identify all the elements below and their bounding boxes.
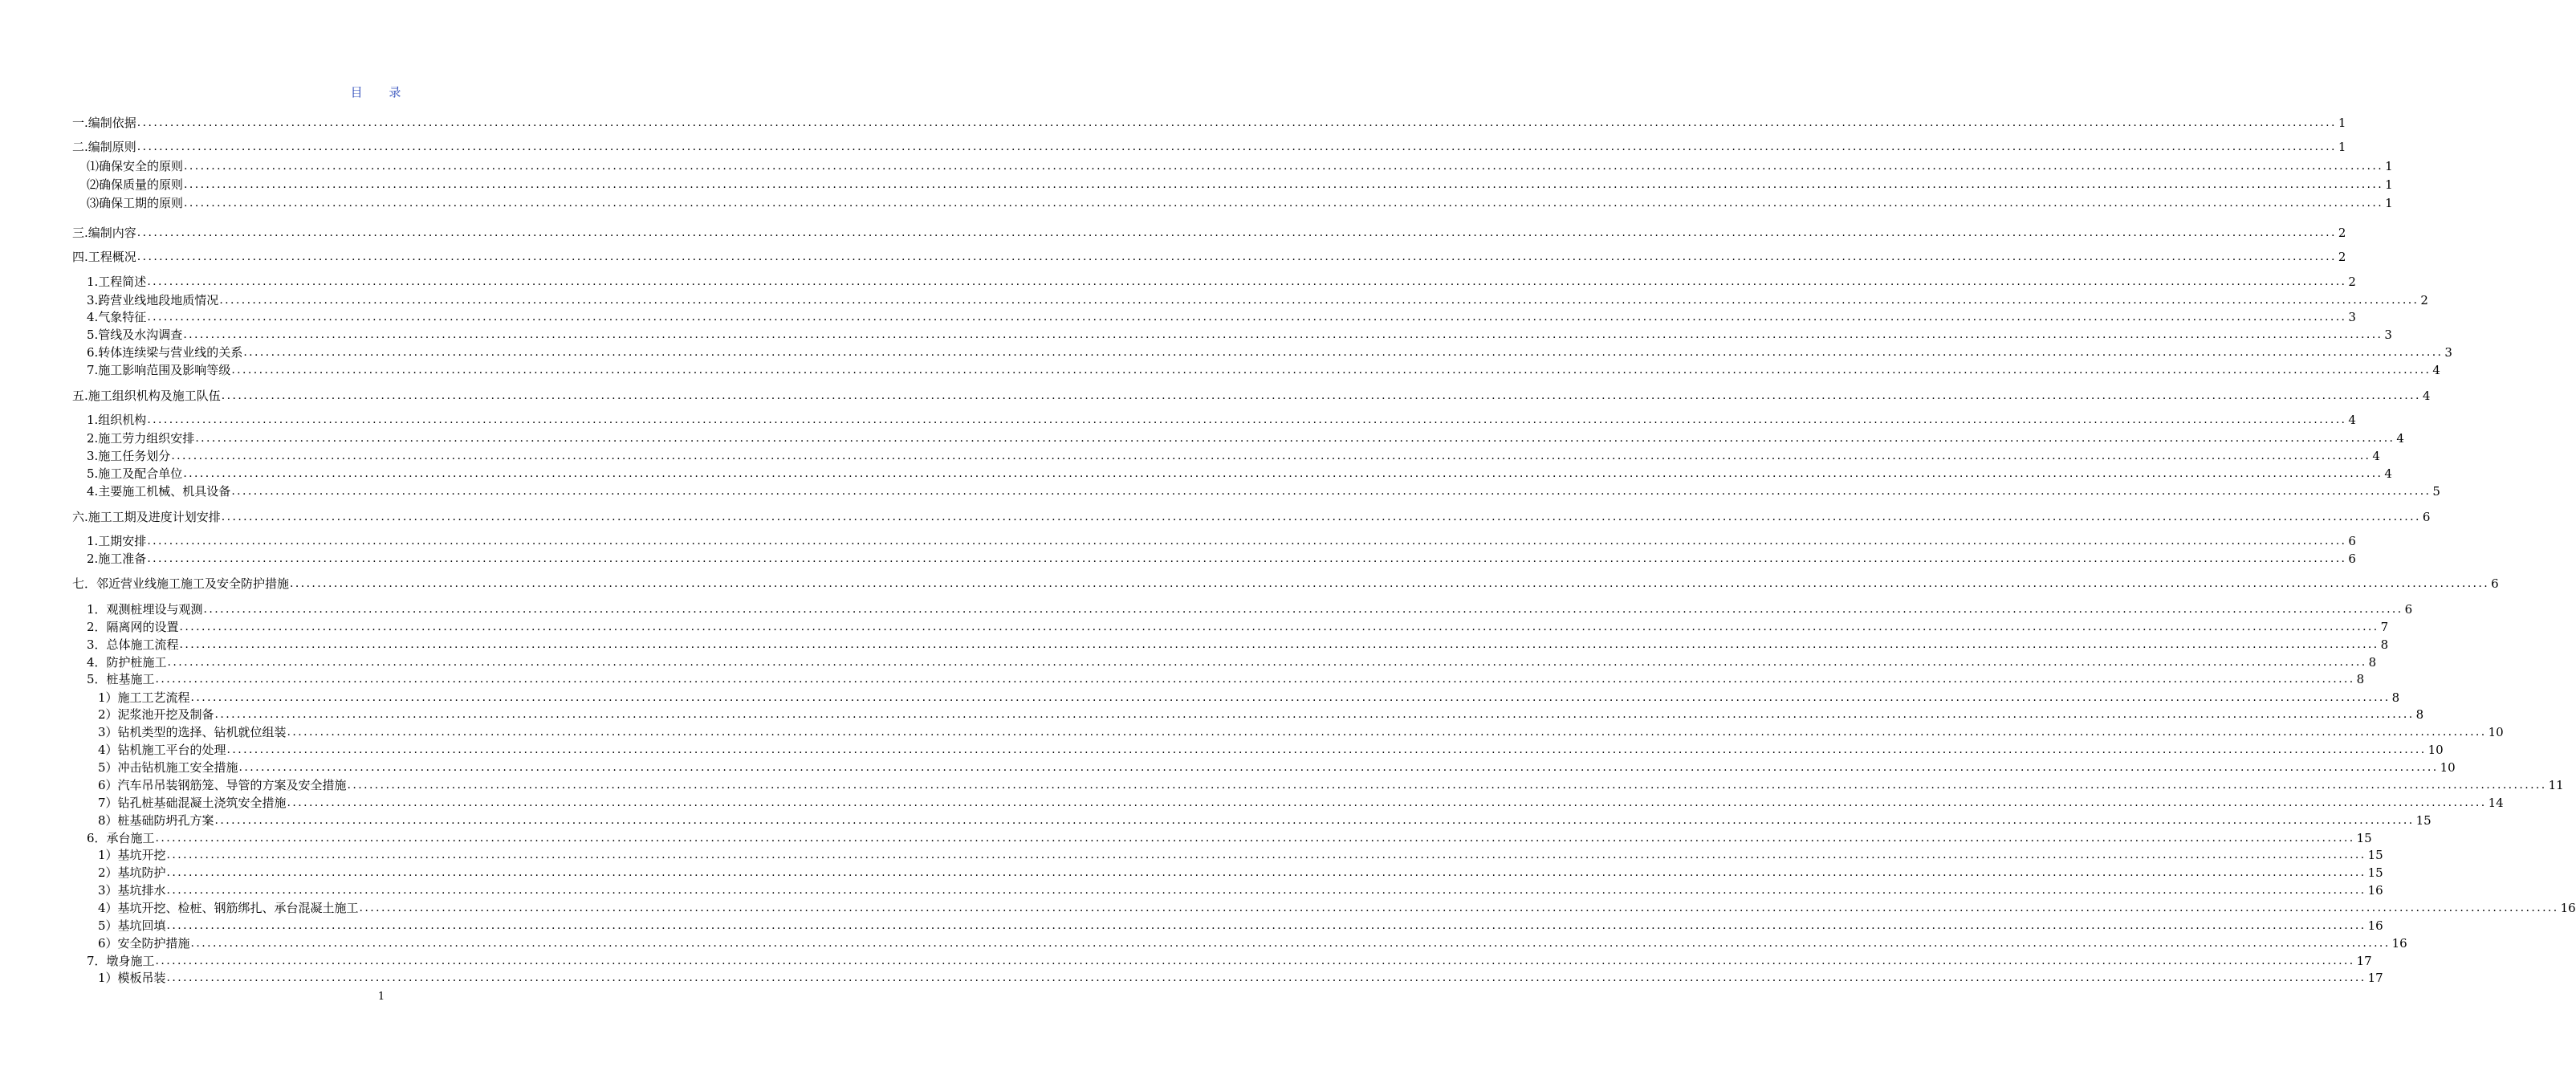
toc-leader-dots: ................................................................................................................................................................................................................................................................................................................................................................................................................ — [287, 726, 2487, 739]
toc-entry[interactable] — [87, 533, 2356, 549]
toc-entry[interactable] — [87, 412, 2356, 428]
toc-entry[interactable] — [98, 724, 2504, 740]
toc-leader-dots: ................................................................................................................................................................................................................................................................................................................................................................................................................ — [190, 691, 2391, 704]
toc-entry[interactable] — [87, 292, 2428, 308]
toc-entry-title: 6.转体连续梁与营业线的关系 — [87, 345, 243, 360]
toc-entry-title: 1．观测桩埋设与观测 — [87, 602, 203, 617]
toc-leader-dots: ................................................................................................................................................................................................................................................................................................................................................................................................................ — [183, 467, 2383, 480]
toc-leader-dots: ................................................................................................................................................................................................................................................................................................................................................................................................................ — [166, 971, 2366, 984]
toc-leader-dots: ................................................................................................................................................................................................................................................................................................................................................................................................................ — [190, 937, 2391, 950]
toc-leader-dots: ................................................................................................................................................................................................................................................................................................................................................................................................................ — [166, 866, 2366, 879]
toc-leader-dots: ................................................................................................................................................................................................................................................................................................................................................................................................................ — [221, 389, 2421, 402]
toc-entry-title: 5）冲击钻机施工安全措施 — [98, 760, 238, 775]
toc-entry-title: 5.管线及水沟调查 — [87, 328, 183, 342]
toc-leader-dots: ................................................................................................................................................................................................................................................................................................................................................................................................................ — [203, 603, 2403, 616]
toc-entry-title: 二.编制原则 — [72, 140, 136, 154]
toc-entry-title: 6．承台施工 — [87, 831, 155, 845]
toc-entry-title: 4）钻机施工平台的处理 — [98, 743, 226, 757]
toc-entry-page: 8 — [2368, 655, 2377, 670]
toc-entry-title: 8）桩基础防坍孔方案 — [98, 813, 214, 828]
toc-entry-page: 4 — [2422, 389, 2431, 403]
toc-entry[interactable] — [87, 551, 2356, 567]
toc-leader-dots: ................................................................................................................................................................................................................................................................................................................................................................................................................ — [231, 364, 2432, 377]
toc-entry-title: 5．桩基施工 — [87, 672, 155, 686]
toc-leader-dots: ................................................................................................................................................................................................................................................................................................................................................................................................................ — [166, 849, 2366, 861]
toc-leader-dots: ................................................................................................................................................................................................................................................................................................................................................................................................................ — [238, 761, 2439, 774]
toc-entry[interactable] — [87, 448, 2380, 464]
toc-entry[interactable] — [87, 601, 2413, 617]
toc-entry[interactable] — [87, 654, 2377, 670]
toc-entry-page: 1 — [2338, 116, 2346, 130]
toc-entry-title: 4.气象特征 — [87, 310, 147, 324]
toc-entry-page: 5 — [2432, 484, 2440, 499]
toc-entry[interactable] — [87, 953, 2372, 969]
toc-leader-dots: ................................................................................................................................................................................................................................................................................................................................................................................................................ — [147, 275, 2347, 288]
toc-title: 目 录 — [350, 85, 413, 100]
toc-entry-page: 1 — [2338, 140, 2346, 154]
toc-entry[interactable] — [87, 671, 2365, 687]
toc-entry-title: 3．总体施工流程 — [87, 637, 179, 652]
toc-entry-page: 4 — [2384, 466, 2392, 481]
toc-leader-dots: ................................................................................................................................................................................................................................................................................................................................................................................................................ — [136, 226, 2337, 239]
toc-leader-dots: ................................................................................................................................................................................................................................................................................................................................................................................................................ — [147, 413, 2347, 426]
toc-entry-page: 4 — [2396, 431, 2404, 446]
toc-entry-page: 1 — [2385, 177, 2393, 192]
toc-entry-title: 3）钻机类型的选择、钻机就位组装 — [98, 725, 287, 739]
toc-leader-dots: ................................................................................................................................................................................................................................................................................................................................................................................................................ — [184, 160, 2384, 173]
toc-entry-title: 2.施工劳力组织安排 — [87, 431, 195, 446]
toc-leader-dots: ................................................................................................................................................................................................................................................................................................................................................................................................................ — [136, 116, 2337, 129]
toc-entry-page: 4 — [2348, 413, 2356, 427]
toc-entry-title: ⑴确保安全的原则 — [87, 159, 184, 173]
toc-leader-dots: ................................................................................................................................................................................................................................................................................................................................................................................................................ — [179, 638, 2379, 651]
toc-entry-page: 11 — [2548, 778, 2564, 792]
toc-entry-title: 5）基坑回填 — [98, 918, 166, 933]
toc-entry[interactable] — [72, 509, 2431, 525]
toc-entry-title: 1.工期安排 — [87, 534, 147, 548]
toc-entry[interactable] — [72, 225, 2346, 241]
toc-entry-title: 1.工程简述 — [87, 275, 147, 289]
toc-entry-page: 8 — [2415, 707, 2424, 722]
toc-entry-title: 四.工程概况 — [72, 250, 136, 264]
toc-leader-dots: ................................................................................................................................................................................................................................................................................................................................................................................................................ — [184, 197, 2384, 210]
toc-entry-page: 16 — [2367, 883, 2383, 898]
toc-entry-title: 五.施工组织机构及施工队伍 — [72, 389, 221, 403]
toc-entry[interactable] — [98, 690, 2400, 706]
toc-entry-page: 10 — [2440, 760, 2456, 775]
toc-entry[interactable] — [87, 327, 2392, 343]
toc-leader-dots: ................................................................................................................................................................................................................................................................................................................................................................................................................ — [147, 311, 2347, 324]
toc-entry[interactable] — [98, 742, 2444, 758]
toc-entry[interactable] — [87, 430, 2404, 446]
toc-entry-page: 15 — [2356, 831, 2372, 845]
toc-leader-dots: ................................................................................................................................................................................................................................................................................................................................................................................................................ — [136, 140, 2337, 153]
toc-entry[interactable] — [72, 115, 2346, 131]
toc-entry-page: 6 — [2422, 510, 2431, 524]
toc-leader-dots: ................................................................................................................................................................................................................................................................................................................................................................................................................ — [183, 328, 2383, 341]
toc-entry[interactable] — [98, 865, 2383, 881]
toc-entry-title: 2.施工准备 — [87, 552, 147, 566]
toc-entry-page: 8 — [2380, 637, 2389, 652]
toc-entry[interactable] — [98, 812, 2432, 829]
toc-entry-page: 2 — [2338, 250, 2346, 264]
toc-entry-page: 8 — [2356, 672, 2365, 686]
toc-entry-page: 16 — [2367, 918, 2383, 933]
toc-entry-page: 15 — [2415, 813, 2432, 828]
toc-entry-page: 6 — [2404, 602, 2413, 617]
toc-entry-title: 5.施工及配合单位 — [87, 466, 183, 481]
toc-entry-page: 14 — [2488, 796, 2504, 810]
toc-leader-dots: ................................................................................................................................................................................................................................................................................................................................................................................................................ — [195, 432, 2395, 445]
toc-entry[interactable] — [98, 935, 2407, 951]
toc-leader-dots: ................................................................................................................................................................................................................................................................................................................................................................................................................ — [155, 673, 2355, 686]
toc-entry[interactable] — [87, 344, 2452, 360]
toc-leader-dots: ................................................................................................................................................................................................................................................................................................................................................................................................................ — [179, 621, 2379, 633]
toc-entry[interactable] — [72, 249, 2346, 265]
toc-entry-page: 15 — [2367, 865, 2383, 880]
toc-entry-page: 16 — [2560, 901, 2576, 915]
toc-entry-page: 6 — [2348, 534, 2356, 548]
toc-entry-title: 7）钻孔桩基础混凝土浇筑安全措施 — [98, 796, 287, 810]
toc-entry[interactable] — [98, 847, 2383, 863]
toc-entry-title: 3.跨营业线地段地质情况 — [87, 293, 219, 307]
toc-leader-dots: ................................................................................................................................................................................................................................................................................................................................................................................................................ — [243, 346, 2444, 359]
toc-entry[interactable] — [87, 619, 2389, 635]
toc-leader-dots: ................................................................................................................................................................................................................................................................................................................................................................................................................ — [147, 552, 2347, 565]
toc-entry-title: 七．邻近营业线施工施工及安全防护措施 — [72, 576, 290, 591]
toc-leader-dots: ................................................................................................................................................................................................................................................................................................................................................................................................................ — [231, 485, 2432, 498]
toc-entry-page: 3 — [2384, 328, 2392, 342]
toc-entry-title: 4．防护桩施工 — [87, 655, 167, 670]
toc-entry[interactable] — [72, 139, 2346, 155]
toc-entry[interactable] — [98, 900, 2576, 916]
toc-entry-page: 3 — [2444, 345, 2452, 360]
toc-entry-page: 17 — [2367, 971, 2383, 985]
toc-leader-dots: ................................................................................................................................................................................................................................................................................................................................................................................................................ — [347, 779, 2547, 792]
toc-entry-title: 1）施工工艺流程 — [98, 690, 190, 705]
toc-entry-page: 4 — [2372, 449, 2380, 463]
toc-entry[interactable] — [98, 882, 2383, 898]
toc-entry[interactable] — [98, 918, 2383, 934]
toc-leader-dots: ................................................................................................................................................................................................................................................................................................................................................................................................................ — [221, 511, 2421, 523]
toc-entry-page: 16 — [2391, 936, 2407, 951]
toc-entry-page: 6 — [2491, 576, 2499, 591]
toc-entry-title: 六.施工工期及进度计划安排 — [72, 510, 221, 524]
toc-entry-page: 3 — [2348, 310, 2356, 324]
toc-entry[interactable] — [98, 759, 2456, 776]
toc-entry-title: 1）基坑开挖 — [98, 848, 166, 862]
toc-entry-title: 3）基坑排水 — [98, 883, 166, 898]
toc-entry-title: 4）基坑开挖、检桩、钢筋绑扎、承台混凝土施工 — [98, 901, 359, 915]
toc-leader-dots: ................................................................................................................................................................................................................................................................................................................................................................................................................ — [171, 450, 2371, 462]
toc-entry-page: 2 — [2338, 226, 2346, 240]
toc-entry-title: 6）安全防护措施 — [98, 936, 190, 951]
toc-leader-dots: ................................................................................................................................................................................................................................................................................................................................................................................................................ — [290, 577, 2490, 590]
toc-leader-dots: ................................................................................................................................................................................................................................................................................................................................................................................................................ — [136, 250, 2337, 263]
page-number: 1 — [377, 991, 385, 1003]
toc-entry-page: 2 — [2420, 293, 2428, 307]
toc-leader-dots: ................................................................................................................................................................................................................................................................................................................................................................................................................ — [155, 832, 2355, 845]
toc-entry[interactable] — [87, 274, 2356, 290]
toc-leader-dots: ................................................................................................................................................................................................................................................................................................................................................................................................................ — [166, 919, 2366, 932]
toc-entry[interactable] — [98, 777, 2564, 793]
toc-entry-title: 4.主要施工机械、机具设备 — [87, 484, 231, 499]
toc-entry-title: 7．墩身施工 — [87, 954, 155, 968]
toc-entry-title: ⑶确保工期的原则 — [87, 196, 184, 210]
toc-entry-title: ⑵确保质量的原则 — [87, 177, 184, 192]
toc-entry-page: 10 — [2427, 743, 2444, 757]
toc-entry-title: 三.编制内容 — [72, 226, 136, 240]
toc-entry-page: 10 — [2488, 725, 2504, 739]
toc-leader-dots: ................................................................................................................................................................................................................................................................................................................................................................................................................ — [359, 902, 2559, 914]
toc-entry[interactable] — [72, 388, 2431, 404]
toc-entry-page: 1 — [2385, 159, 2393, 173]
toc-entry-title: 3.施工任务划分 — [87, 449, 171, 463]
toc-leader-dots: ................................................................................................................................................................................................................................................................................................................................................................................................................ — [214, 814, 2415, 827]
toc-leader-dots: ................................................................................................................................................................................................................................................................................................................................................................................................................ — [166, 884, 2366, 897]
toc-entry[interactable] — [87, 309, 2356, 325]
toc-entry-title: 6）汽车吊吊装钢筋笼、导管的方案及安全措施 — [98, 778, 347, 792]
toc-leader-dots: ................................................................................................................................................................................................................................................................................................................................................................................................................ — [226, 743, 2427, 756]
toc-entry[interactable] — [87, 177, 2393, 193]
toc-leader-dots: ................................................................................................................................................................................................................................................................................................................................................................................................................ — [167, 656, 2367, 669]
toc-entry-title: 1）模板吊装 — [98, 971, 166, 985]
toc-entry[interactable] — [87, 466, 2392, 482]
toc-entry-title: 2）基坑防护 — [98, 865, 166, 880]
toc-leader-dots: ................................................................................................................................................................................................................................................................................................................................................................................................................ — [184, 178, 2384, 191]
toc-entry[interactable] — [72, 576, 2499, 592]
toc-entry[interactable] — [87, 637, 2389, 653]
toc-entry-title: 7.施工影响范围及影响等级 — [87, 363, 231, 377]
toc-leader-dots: ................................................................................................................................................................................................................................................................................................................................................................................................................ — [155, 955, 2355, 967]
toc-entry-page: 7 — [2380, 620, 2389, 634]
toc-entry-title: 2）泥浆池开挖及制备 — [98, 707, 214, 722]
toc-entry-page: 8 — [2391, 690, 2400, 705]
toc-leader-dots: ................................................................................................................................................................................................................................................................................................................................................................................................................ — [287, 796, 2487, 809]
toc-leader-dots: ................................................................................................................................................................................................................................................................................................................................................................................................................ — [147, 535, 2347, 548]
toc-entry[interactable] — [87, 830, 2372, 846]
toc-entry[interactable] — [98, 970, 2383, 986]
toc-entry-page: 6 — [2348, 552, 2356, 566]
toc-entry-title: 1.组织机构 — [87, 413, 147, 427]
toc-entry-title: 2．隔离网的设置 — [87, 620, 179, 634]
toc-entry-page: 17 — [2356, 954, 2372, 968]
toc-entry[interactable] — [87, 362, 2440, 378]
toc-entry[interactable] — [87, 158, 2393, 174]
toc-entry-page: 4 — [2432, 363, 2440, 377]
toc-entry-page: 2 — [2348, 275, 2356, 289]
toc-leader-dots: ................................................................................................................................................................................................................................................................................................................................................................................................................ — [214, 708, 2415, 721]
toc-entry-page: 1 — [2385, 196, 2393, 210]
toc-entry[interactable] — [98, 795, 2504, 811]
toc-entry[interactable] — [87, 195, 2393, 211]
toc-entry[interactable] — [87, 483, 2440, 499]
toc-entry-title: 一.编制依据 — [72, 116, 136, 130]
toc-entry[interactable] — [98, 706, 2424, 723]
toc-leader-dots: ................................................................................................................................................................................................................................................................................................................................................................................................................ — [219, 294, 2419, 307]
toc-entry-page: 15 — [2367, 848, 2383, 862]
